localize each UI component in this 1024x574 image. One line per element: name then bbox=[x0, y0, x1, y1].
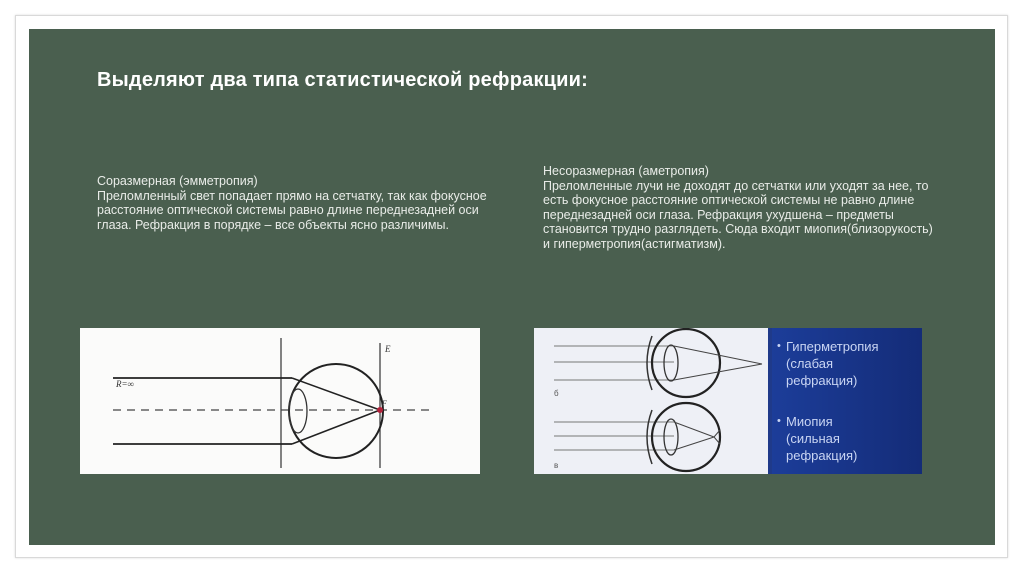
myopia-eyeball bbox=[652, 403, 720, 471]
ametropia-heading: Несоразмерная (аметропия) bbox=[543, 164, 709, 178]
myopia-label bbox=[777, 413, 858, 464]
ametropia-text: Преломленные лучи не доходят до сетчатки или уходят за нее, то есть фокусное расстояние оптической системы не равно длине переднезадней оси глаза. Рефракция ухудшена – предметы становится трудно разглядеть. Сюда входит миопия(близорукость) и гиперметропия(астигматизм). bbox=[543, 178, 933, 251]
emmetropia-heading: Соразмерная (эмметропия) bbox=[97, 174, 258, 188]
refracted-ray-top bbox=[292, 378, 380, 410]
slide-title: Выделяют два типа статистической рефракции: bbox=[97, 69, 588, 91]
bullet-icon: • bbox=[777, 415, 781, 427]
myopia-line-2: (сильная bbox=[786, 431, 840, 446]
hyperopia-line-3: рефракция) bbox=[786, 373, 858, 388]
hyperopia-label bbox=[777, 338, 879, 389]
emmetropia-diagram bbox=[80, 328, 480, 474]
eyeball-outline bbox=[289, 364, 383, 458]
label-r-infinity: R=∞ bbox=[116, 379, 134, 389]
slide bbox=[29, 29, 995, 545]
hyperopia-line-2: (слабая bbox=[786, 356, 834, 371]
emmetropia-diagram-svg bbox=[80, 328, 480, 474]
emmetropia-text: Преломленный свет попадает прямо на сетчатку, так как фокусное расстояние оптической системы равно длине переднезадней оси глаза. Рефракция в порядке – все объекты ясно различимы. bbox=[97, 188, 487, 232]
myopia-line-3: рефракция) bbox=[786, 448, 858, 463]
label-e: E bbox=[385, 344, 391, 354]
myopia-refracted-top bbox=[674, 422, 714, 437]
refracted-ray-bottom bbox=[292, 410, 380, 444]
ametropia-diagram bbox=[534, 328, 922, 474]
ametropia-labels-panel bbox=[772, 328, 922, 474]
myopia-refracted-bottom bbox=[674, 437, 714, 450]
label-v: в bbox=[554, 461, 559, 470]
label-f: F bbox=[382, 399, 387, 408]
hyperopia-line-1: Гиперметропия bbox=[786, 339, 879, 354]
hyper-refracted-bottom bbox=[674, 364, 762, 380]
emmetropia-block bbox=[97, 174, 487, 232]
bullet-icon: • bbox=[777, 340, 781, 352]
ametropia-block bbox=[543, 164, 933, 251]
hyper-eyeball bbox=[652, 329, 720, 397]
eye-lens bbox=[289, 389, 307, 433]
myopia-line-1: Миопия bbox=[786, 414, 833, 429]
ametropia-eyes-svg bbox=[534, 328, 768, 474]
hyper-lens bbox=[664, 345, 678, 381]
label-b: б bbox=[554, 389, 559, 398]
ametropia-eyes-panel bbox=[534, 328, 768, 474]
